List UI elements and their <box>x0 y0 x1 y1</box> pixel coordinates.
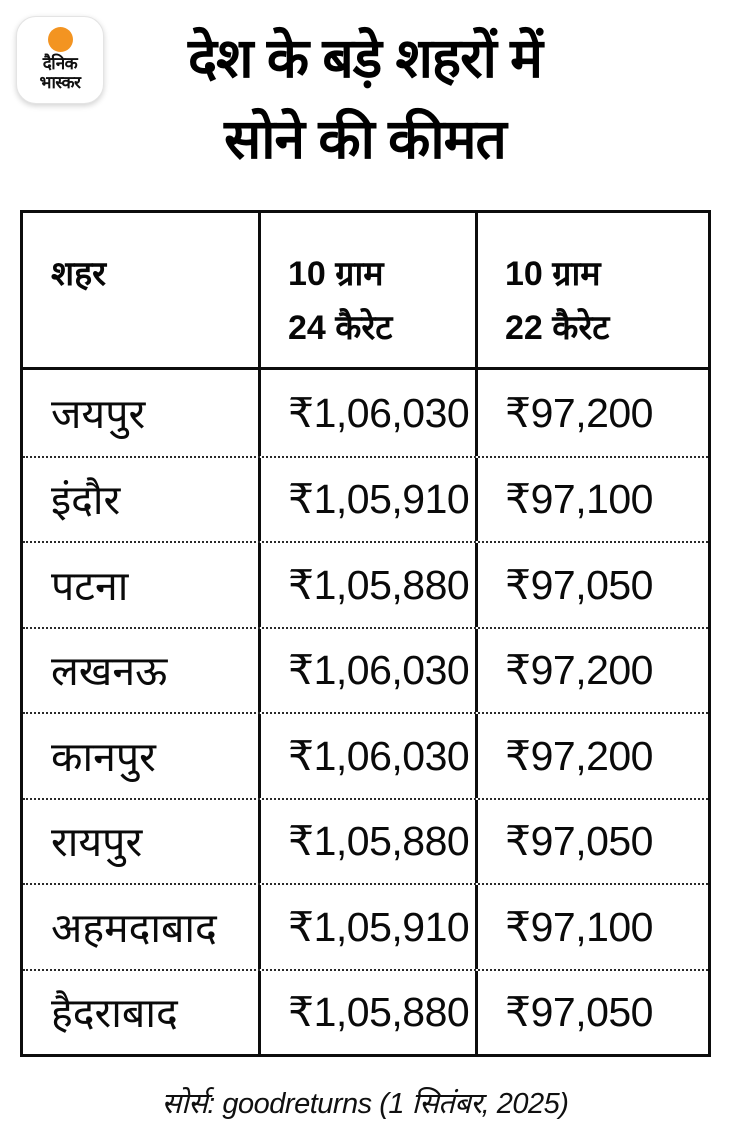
header-22k-label <box>505 247 609 355</box>
price-24k-cell: ₹1,05,910 <box>258 458 475 542</box>
header-24k-line1: 10 ग्राम <box>288 255 384 293</box>
table-row <box>23 370 708 456</box>
table-row <box>23 712 708 798</box>
city-cell: अहमदाबाद <box>51 904 217 951</box>
logo-text-line2: भास्कर <box>39 73 81 92</box>
price-22k-cell: ₹97,050 <box>475 543 708 627</box>
table-row <box>23 798 708 884</box>
price-24k-cell: ₹1,06,030 <box>258 370 475 456</box>
price-24k-cell: ₹1,06,030 <box>258 714 475 798</box>
city-cell: लखनऊ <box>51 648 168 695</box>
header-city <box>23 213 258 367</box>
table-row <box>23 969 708 1055</box>
header-22k-line2: 22 कैरेट <box>505 309 610 347</box>
table-header-row <box>23 213 708 370</box>
table-body <box>23 370 708 1054</box>
price-22k-cell: ₹97,200 <box>475 714 708 798</box>
price-22k-cell: ₹97,200 <box>475 629 708 713</box>
table-row <box>23 883 708 969</box>
masthead <box>0 0 730 200</box>
price-22k-cell: ₹97,050 <box>475 971 708 1055</box>
city-cell: इंदौर <box>51 477 121 524</box>
header-22k-line1: 10 ग्राम <box>505 255 601 293</box>
price-24k-cell: ₹1,05,880 <box>258 971 475 1055</box>
logo-text-line1: दैनिक <box>42 54 78 73</box>
price-22k-cell: ₹97,050 <box>475 800 708 884</box>
city-cell: पटना <box>51 562 129 609</box>
gold-price-table <box>20 210 711 1057</box>
header-24k-line2: 24 कैरेट <box>288 309 393 347</box>
table-row <box>23 541 708 627</box>
price-22k-cell: ₹97,100 <box>475 885 708 969</box>
price-22k-cell: ₹97,200 <box>475 370 708 456</box>
city-cell: रायपुर <box>51 819 143 866</box>
price-24k-cell: ₹1,05,880 <box>258 543 475 627</box>
header-22k <box>475 213 708 367</box>
city-cell: जयपुर <box>51 390 146 437</box>
price-24k-cell: ₹1,05,880 <box>258 800 475 884</box>
price-22k-cell: ₹97,100 <box>475 458 708 542</box>
source-line: सोर्स: goodreturns (1 सितंबर, 2025) <box>161 1088 569 1120</box>
page-title <box>0 18 730 180</box>
header-24k <box>258 213 475 367</box>
header-24k-label <box>288 247 392 355</box>
price-24k-cell: ₹1,05,910 <box>258 885 475 969</box>
page-title-line2: सोने की कीमत <box>224 108 506 170</box>
page-title-line1: देश के बड़े शहरों में <box>187 27 543 89</box>
table-row <box>23 456 708 542</box>
price-24k-cell: ₹1,06,030 <box>258 629 475 713</box>
city-cell: कानपुर <box>51 733 156 780</box>
table-row <box>23 627 708 713</box>
header-city-label: शहर <box>51 255 107 293</box>
city-cell: हैदराबाद <box>51 990 178 1037</box>
